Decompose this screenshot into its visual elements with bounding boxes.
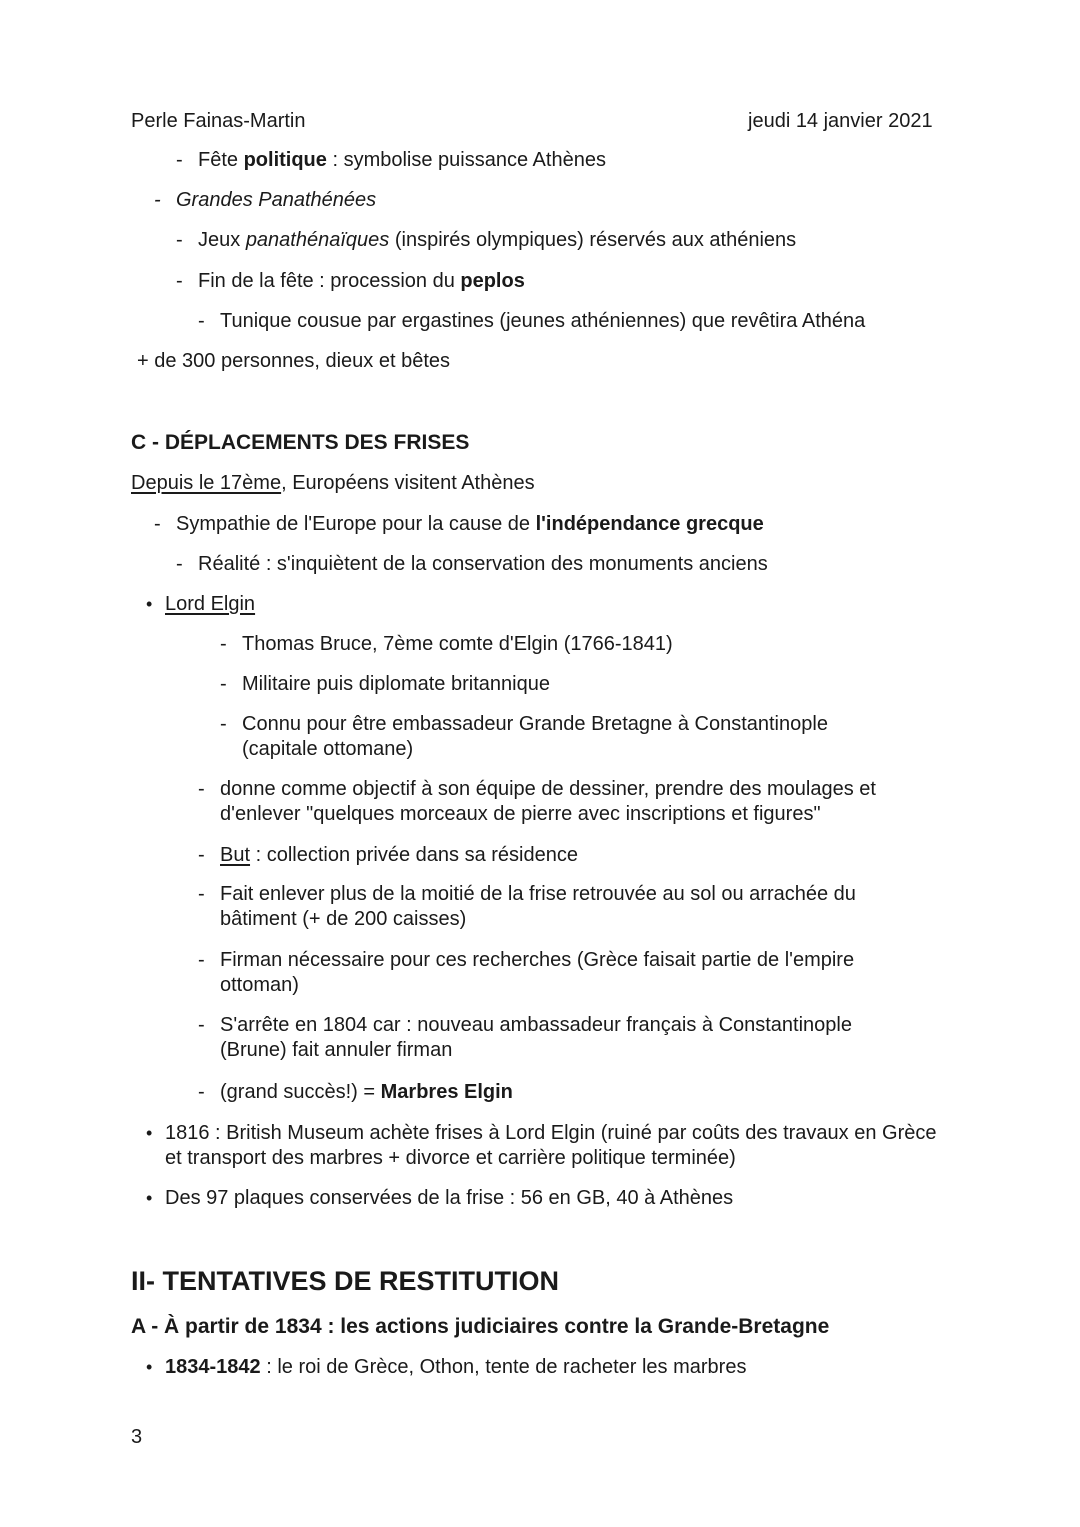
list-item: - Firman nécessaire pour ces recherches (Grèce faisait partie de l'empire ottoman) [220, 948, 925, 998]
list-item [198, 148, 606, 173]
list-item: - Réalité : s'inquiètent de la conservation des monuments anciens [198, 552, 768, 577]
bullet-item [165, 592, 255, 617]
list-item: - Tunique cousue par ergastines (jeunes athéniennes) que revêtira Athéna [220, 309, 865, 334]
underlined-text: But [220, 844, 251, 866]
list-item: - S'arrête en 1804 car : nouveau ambassadeur français à Constantinople (Brune) fait annuler firman [220, 1013, 920, 1063]
bullet-item-bold: 1834-1842 [165, 1356, 261, 1378]
bullet-item-text: : le roi de Grèce, Othon, tente de racheter les marbres [260, 1356, 747, 1378]
list-item-italic: panathénaïques [245, 229, 390, 251]
list-item: - Connu pour être embassadeur Grande Bretagne à Constantinople (capitale ottomane) [242, 712, 902, 762]
document-date: jeudi 14 janvier 2021 [748, 110, 933, 132]
underlined-text: Depuis le 17ème [131, 472, 282, 494]
list-item-bold: politique [243, 149, 327, 171]
list-item-bold: Marbres Elgin [380, 1081, 513, 1103]
section-heading-c: C - DÉPLACEMENTS DES FRISES [131, 431, 470, 454]
list-item-bold: peplos [460, 270, 525, 292]
list-item: - Grandes Panathénées [176, 188, 376, 213]
list-item: - Fait enlever plus de la moitié de la frise retrouvée au sol ou arrachée du bâtiment (+ de 200 caisses) [220, 882, 920, 932]
list-item-text: : symbolise puissance Athènes [326, 149, 606, 171]
author-name: Perle Fainas-Martin [131, 110, 306, 132]
list-item-text: (grand succès!) = [220, 1081, 381, 1103]
list-item-text: (inspirés olympiques) réservés aux athéniens [389, 229, 797, 251]
list-item-text: : collection privée dans sa résidence [250, 844, 578, 866]
section-heading-a: A - À partir de 1834 : les actions judiciaires contre la Grande-Bretagne [131, 1315, 830, 1338]
list-item: - donne comme objectif à son équipe de dessiner, prendre des moulages et d'enlever "quelques morceaux de pierre avec inscriptions et figures" [220, 777, 950, 827]
list-item-text: Fin de la fête : procession du [198, 270, 461, 292]
list-item-text: Jeux [198, 229, 246, 251]
list-item [220, 1080, 513, 1105]
list-item [198, 228, 796, 253]
list-item: - Thomas Bruce, 7ème comte d'Elgin (1766-1841) [242, 632, 673, 657]
list-item [198, 269, 525, 294]
underlined-text: Lord Elgin [165, 593, 256, 615]
list-item-text: Fête [198, 149, 244, 171]
page-number: 3 [131, 1426, 143, 1448]
paragraph: + de 300 personnes, dieux et bêtes [137, 350, 451, 372]
bullet-item: • Des 97 plaques conservées de la frise : 56 en GB, 40 à Athènes [165, 1186, 733, 1211]
bullet-item [165, 1355, 746, 1380]
paragraph-text: , Européens visitent Athènes [281, 472, 535, 494]
bullet-item: • 1816 : British Museum achète frises à Lord Elgin (ruiné par coûts des travaux en Grèce et transport des marbres + divorce et carrière politique terminée) [165, 1121, 950, 1171]
list-item [176, 512, 764, 537]
list-item-text: Sympathie de l'Europe pour la cause de [176, 513, 536, 535]
list-item [220, 843, 578, 868]
list-item: - Militaire puis diplomate britannique [242, 672, 550, 697]
paragraph [131, 471, 535, 496]
section-heading-ii: II- TENTATIVES DE RESTITUTION [131, 1266, 560, 1296]
list-item-bold: l'indépendance grecque [535, 513, 764, 535]
